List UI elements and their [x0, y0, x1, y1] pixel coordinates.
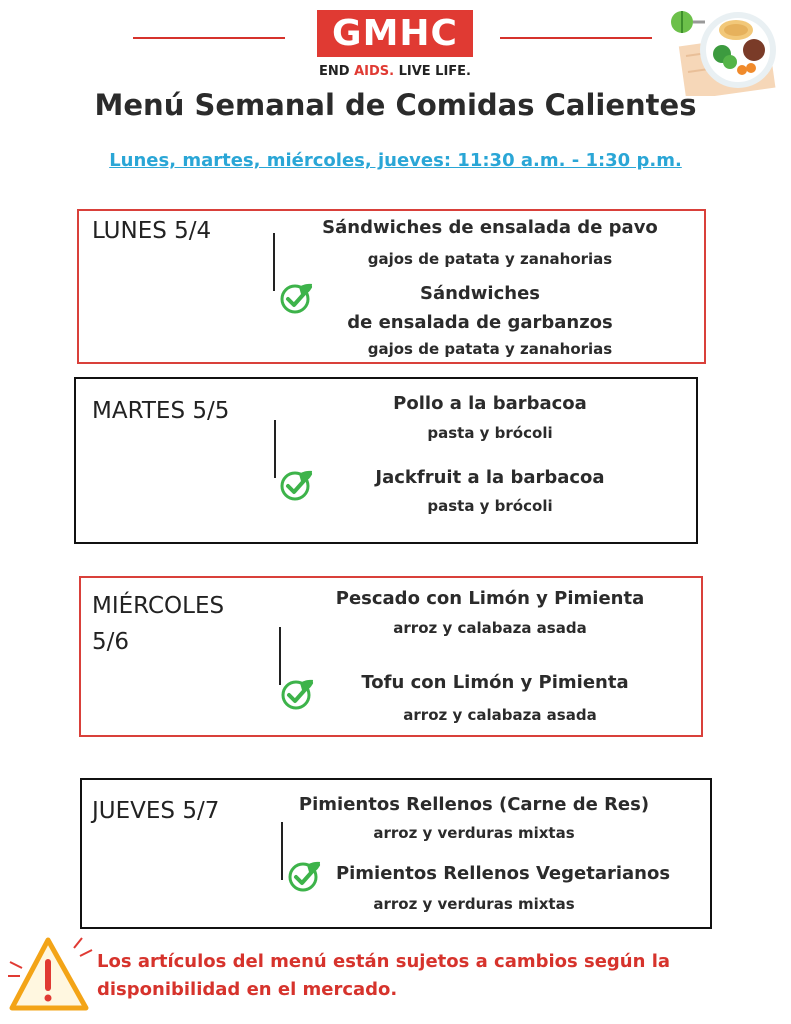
page-title: Menú Semanal de Comidas Calientes: [94, 88, 697, 122]
main-side: gajos de patata y zanahorias: [367, 250, 613, 268]
food-plate-icon: [668, 6, 780, 96]
tagline-pre: END: [318, 64, 355, 79]
divider: [274, 420, 276, 478]
veg-side: pasta y brócoli: [427, 497, 553, 515]
header-rule-left: [133, 37, 285, 39]
divider: [273, 233, 275, 291]
logo-text: GMHC: [332, 13, 458, 54]
veg-side: arroz y verduras mixtas: [373, 895, 575, 913]
warning-triangle-icon: [8, 930, 98, 1020]
main-dish: Pollo a la barbacoa: [393, 393, 587, 414]
main-dish: Sándwiches de ensalada de pavo: [322, 217, 658, 238]
day-name: LUNES 5/4: [92, 218, 212, 244]
day-name-line2: 5/6: [92, 629, 130, 655]
veg-dish-line1: Sándwiches: [419, 283, 540, 304]
main-side: arroz y verduras mixtas: [373, 824, 575, 842]
veg-dish: Jackfruit a la barbacoa: [375, 467, 605, 488]
main-dish: Pescado con Limón y Pimienta: [335, 588, 645, 609]
tagline-accent: AIDS.: [354, 64, 395, 79]
main-side: pasta y brócoli: [427, 424, 553, 442]
veg-side: gajos de patata y zanahorias: [367, 340, 613, 358]
day-name: MARTES 5/5: [92, 398, 230, 424]
main-dish: Pimientos Rellenos (Carne de Res): [298, 794, 650, 815]
tagline-post: LIVE LIFE.: [394, 64, 471, 79]
veg-dish-line2: de ensalada de garbanzos: [347, 312, 613, 333]
veg-dish: Pimientos Rellenos Vegetarianos: [335, 863, 671, 884]
header-rule-right: [500, 37, 652, 39]
veg-dish: Tofu con Limón y Pimienta: [361, 672, 629, 693]
veg-side: arroz y calabaza asada: [403, 706, 597, 724]
service-hours: Lunes, martes, miércoles, jueves: 11:30 a.m. - 1:30 p.m.: [109, 150, 682, 171]
day-name-line1: MIÉRCOLES: [92, 593, 225, 619]
gmhc-logo: [317, 10, 473, 57]
main-side: arroz y calabaza asada: [393, 619, 587, 637]
availability-notice: Los artículos del menú están sujetos a cambios según la disponibilidad en el mercado.: [97, 951, 671, 1000]
day-name: JUEVES 5/7: [92, 798, 220, 824]
tagline: [317, 64, 473, 79]
leaf-check-icon: [287, 859, 321, 893]
